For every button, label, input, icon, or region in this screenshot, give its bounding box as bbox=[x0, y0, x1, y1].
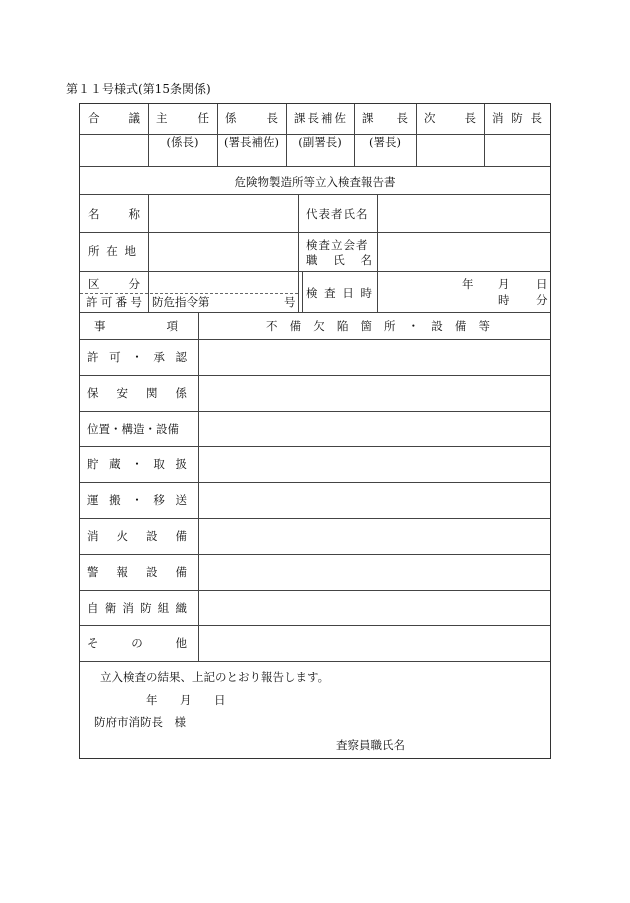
permit-prefix: 防危指令第 bbox=[152, 295, 210, 309]
label-char: ・ bbox=[131, 493, 143, 507]
label-char: 防 bbox=[511, 111, 523, 125]
label-char: 防 bbox=[140, 601, 152, 615]
category-label bbox=[88, 276, 140, 292]
item-row-label bbox=[87, 600, 187, 616]
rule-line bbox=[80, 271, 550, 272]
label-char: 職 bbox=[306, 253, 318, 267]
label-char: 長 bbox=[464, 111, 476, 125]
label-char: 項 bbox=[166, 319, 178, 333]
label-char: 所 bbox=[384, 319, 396, 333]
label-char: 地 bbox=[124, 244, 136, 258]
label-char: 長 bbox=[530, 111, 542, 125]
label-char: 可 bbox=[109, 350, 121, 364]
label-char: 長 bbox=[266, 111, 278, 125]
rule-line bbox=[302, 271, 303, 312]
label-char: 設 bbox=[146, 529, 158, 543]
label-char: 分 bbox=[128, 277, 140, 291]
label-char: 運 bbox=[87, 493, 99, 507]
label-char: 議 bbox=[128, 111, 140, 125]
item-row-label bbox=[87, 421, 187, 437]
defect-column-header bbox=[266, 318, 490, 334]
label-char: 取 bbox=[153, 457, 165, 471]
location-label bbox=[88, 243, 136, 259]
defect-entry-cell[interactable] bbox=[199, 590, 549, 626]
label-char: 時 bbox=[360, 286, 372, 300]
rule-line bbox=[80, 312, 550, 313]
label-char: 主 bbox=[156, 111, 168, 125]
item-row-label bbox=[87, 385, 187, 401]
item-row-label bbox=[87, 528, 187, 544]
rule-line bbox=[80, 232, 550, 233]
rule-line bbox=[80, 661, 550, 662]
label-char: 陥 bbox=[336, 319, 349, 333]
inspection-datetime-label bbox=[306, 285, 372, 301]
label-char: 号 bbox=[130, 295, 142, 309]
label-char: 可 bbox=[100, 295, 113, 309]
footer-date-month: 月 bbox=[180, 693, 192, 707]
date-day: 日 bbox=[536, 277, 548, 291]
time-minute: 分 bbox=[536, 293, 548, 307]
label-char: 備 bbox=[289, 319, 302, 333]
rule-line bbox=[298, 194, 299, 312]
rule-line bbox=[484, 104, 485, 166]
item-row-label bbox=[87, 349, 187, 365]
label-char: 補 bbox=[321, 111, 333, 125]
label-char: 在 bbox=[106, 244, 118, 258]
label-char: 認 bbox=[175, 350, 187, 364]
approval-header bbox=[156, 110, 209, 126]
approval-subtitle: (署長補佐) bbox=[224, 135, 279, 149]
rule-line bbox=[80, 166, 550, 167]
label-char: 箇 bbox=[360, 319, 372, 333]
label-char: 警 bbox=[87, 565, 99, 579]
defect-entry-cell[interactable] bbox=[199, 482, 549, 518]
report-form bbox=[79, 103, 551, 759]
label-char: 事 bbox=[94, 319, 106, 333]
defect-entry-cell[interactable] bbox=[199, 446, 549, 482]
label-char: 扱 bbox=[175, 457, 187, 471]
defect-entry-cell[interactable] bbox=[199, 554, 549, 590]
label-char: の bbox=[131, 636, 143, 650]
approval-subtitle: (係長) bbox=[166, 135, 199, 149]
label-char: 関 bbox=[146, 386, 158, 400]
label-char: 欠 bbox=[313, 319, 325, 333]
label-char: 名 bbox=[88, 207, 100, 221]
inspector-label: 検査立会者 bbox=[306, 238, 369, 252]
label-char: 長 bbox=[307, 111, 319, 125]
label-char: 設 bbox=[431, 319, 443, 333]
label-char: 備 bbox=[175, 565, 187, 579]
label-char: 備 bbox=[454, 319, 467, 333]
approval-header bbox=[225, 110, 278, 126]
approval-subtitle: (副署長) bbox=[298, 135, 342, 149]
rule-line bbox=[80, 194, 550, 195]
footer-date-year: 年 bbox=[146, 693, 158, 707]
label-char: 承 bbox=[153, 350, 165, 364]
item-row-label bbox=[87, 635, 187, 651]
report-title: 危険物製造所等立入検査報告書 bbox=[234, 175, 396, 189]
label-char: 消 bbox=[122, 601, 134, 615]
inspector-name-label bbox=[306, 252, 372, 268]
label-char: 備 bbox=[175, 529, 187, 543]
label-char: 衛 bbox=[104, 601, 117, 615]
label-char: 長 bbox=[396, 111, 408, 125]
defect-entry-cell[interactable] bbox=[199, 625, 549, 661]
label-char: 合 bbox=[88, 111, 100, 125]
label-char: そ bbox=[87, 636, 99, 650]
addressee: 防府市消防長 様 bbox=[94, 715, 186, 729]
inspector-name-label: 査察員職氏名 bbox=[336, 738, 405, 752]
label-char: 名 bbox=[360, 253, 372, 267]
label-char: 次 bbox=[424, 111, 436, 125]
rule-line bbox=[148, 194, 149, 312]
approval-header bbox=[492, 110, 542, 126]
label-char: 検 bbox=[306, 286, 318, 300]
label-char: 課 bbox=[362, 111, 374, 125]
defect-entry-cell[interactable] bbox=[199, 375, 549, 411]
label-char: 任 bbox=[197, 111, 209, 125]
footer-date-day: 日 bbox=[214, 693, 226, 707]
label-char: 送 bbox=[175, 493, 187, 507]
label-char: 自 bbox=[87, 601, 99, 615]
defect-entry-cell[interactable] bbox=[199, 411, 549, 447]
label-char: 消 bbox=[492, 111, 504, 125]
item-column-header bbox=[94, 318, 178, 334]
label-char: 番 bbox=[115, 295, 128, 309]
label-char: 所 bbox=[88, 244, 100, 258]
label-char: 許 bbox=[86, 295, 98, 309]
label-char: 設 bbox=[146, 565, 158, 579]
label-char: 等 bbox=[478, 319, 490, 333]
representative-label: 代表者氏名 bbox=[306, 207, 369, 221]
permit-number-label bbox=[86, 294, 142, 310]
label-char: 報 bbox=[116, 565, 128, 579]
label-char: 日 bbox=[342, 286, 354, 300]
rule-line bbox=[377, 194, 378, 312]
time-hour: 時 bbox=[498, 293, 510, 307]
label-char: 課 bbox=[294, 111, 306, 125]
label-char: 蔵 bbox=[109, 457, 121, 471]
label-char: 他 bbox=[175, 636, 187, 650]
defect-entry-cell[interactable] bbox=[199, 339, 549, 375]
label-char: 不 bbox=[266, 319, 278, 333]
label-char: 火 bbox=[116, 529, 128, 543]
label-char: ・ bbox=[131, 457, 143, 471]
item-row-label bbox=[87, 456, 187, 472]
label-char: 貯 bbox=[87, 457, 99, 471]
label-char: 位置・構造・設備 bbox=[87, 422, 179, 436]
label-char: 称 bbox=[128, 207, 140, 221]
label-char: 許 bbox=[87, 350, 99, 364]
label-char: 織 bbox=[175, 601, 187, 615]
date-month: 月 bbox=[498, 277, 510, 291]
approval-subtitle: (署長) bbox=[369, 135, 401, 149]
rule-line bbox=[416, 104, 417, 166]
label-char: 区 bbox=[88, 277, 100, 291]
label-char: 係 bbox=[225, 111, 237, 125]
item-row-label bbox=[87, 492, 187, 508]
label-char: ・ bbox=[131, 350, 143, 364]
label-char: 査 bbox=[324, 286, 336, 300]
label-char: 組 bbox=[157, 601, 170, 615]
defect-entry-cell[interactable] bbox=[199, 518, 549, 554]
form-number: 第１１号様式(第15条関係) bbox=[66, 82, 211, 96]
label-char: 係 bbox=[175, 386, 187, 400]
label-char: 氏 bbox=[333, 253, 345, 267]
name-label bbox=[88, 206, 140, 222]
approval-header bbox=[424, 110, 476, 126]
label-char: ・ bbox=[407, 319, 420, 333]
result-statement: 立入検査の結果、上記のとおり報告します。 bbox=[100, 670, 330, 684]
date-year: 年 bbox=[462, 277, 474, 291]
permit-suffix: 号 bbox=[284, 295, 296, 309]
label-char: 移 bbox=[153, 493, 165, 507]
label-char: 安 bbox=[116, 386, 128, 400]
label-char: 搬 bbox=[109, 493, 121, 507]
approval-header bbox=[362, 110, 408, 126]
label-char: 消 bbox=[87, 529, 99, 543]
label-char: 保 bbox=[87, 386, 99, 400]
label-char: 佐 bbox=[334, 111, 346, 125]
approval-header bbox=[294, 110, 346, 126]
approval-header bbox=[88, 110, 140, 126]
item-row-label bbox=[87, 564, 187, 580]
